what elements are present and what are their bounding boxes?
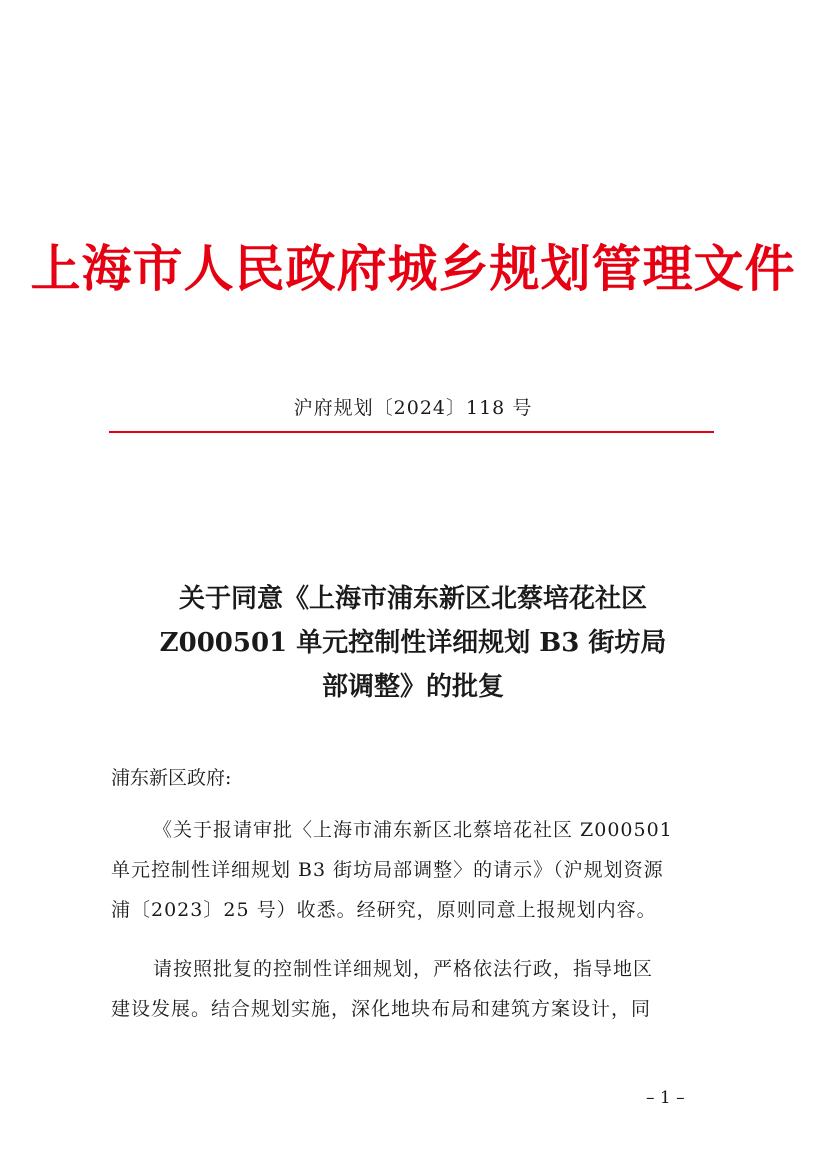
document-number: 沪府规划〔2024〕118 号 <box>293 397 533 419</box>
body-paragraph-2 <box>111 949 716 1029</box>
paragraph-1-line-3: 浦〔2023〕25 号）收悉。经研究，原则同意上报规划内容。 <box>111 899 657 921</box>
paragraph-2-line-1: 请按照批复的控制性详细规划，严格依法行政，指导地区 <box>153 958 654 980</box>
header-divider-line <box>109 431 714 433</box>
paragraph-1-line-1: 《关于报请审批〈上海市浦东新区北蔡培花社区 Z000501 <box>153 819 673 841</box>
subject-line-2: Z000501 单元控制性详细规划 B3 街坊局 <box>159 628 667 658</box>
document-header-title: 上海市人民政府城乡规划管理文件 <box>30 239 796 298</box>
body-paragraph-1 <box>111 810 716 930</box>
subject-line-1: 关于同意《上海市浦东新区北蔡培花社区 <box>178 584 647 614</box>
page-number: – 1 – <box>646 1088 685 1108</box>
subject-line-3: 部调整》的批复 <box>321 672 504 702</box>
addressee: 浦东新区政府: <box>111 767 232 789</box>
paragraph-1-line-2: 单元控制性详细规划 B3 街坊局部调整〉的请示》（沪规划资源 <box>111 859 664 881</box>
document-subject <box>0 577 826 709</box>
paragraph-2-line-2: 建设发展。结合规划实施，深化地块布局和建筑方案设计，同 <box>111 998 652 1020</box>
